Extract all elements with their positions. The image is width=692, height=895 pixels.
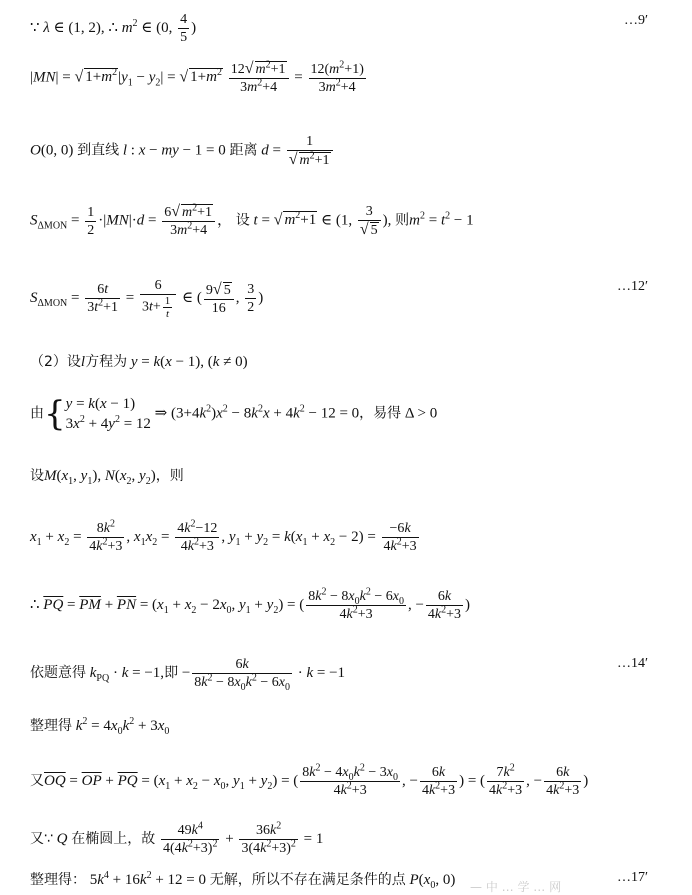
line-system: 由{ y = k(x − 1) $3x^2 + 4y^2 = 12$ ⇒ $(3+4k^2)x^2 - 8k^2x + 4k^2 - 12 = 0$，易得 Δ > 0 xyxy=(30,394,438,434)
arrange2-label: 整理得： xyxy=(30,872,86,888)
line-pq-vector: ∴ $\overline{PQ} = \overline{PM} + \overline{PN} = (x_1 + x_2 - 2x_0$, $y_1 + y_2$) = ( $\frac{8k^2 - 8x_0k^2 - 6x_0}{4k^2+3}$ , − $\frac{6k}{4k^2+3}$ ) xyxy=(30,586,471,622)
part2-label: （2）设 xyxy=(30,354,81,370)
ie-label: 即 xyxy=(164,664,179,681)
line-part2: （2）设l方程为 y = k(x − 1), (k ≠ 0) xyxy=(30,354,248,370)
from-label: 由 xyxy=(30,405,44,422)
line-vieta: $x_1 + x_2$ = $\frac{8k^2}{4k^2+3}$ , $x_1x_2$ = $\frac{4k^2-12}{4k^2+3}$ , $y_1 + y_2 = k(x_1 + x_2 - 2)$ = $\frac{-6k}{4k^2+3}$ xyxy=(30,518,417,554)
then-label: ，则 xyxy=(155,468,184,484)
no-solution-label: 无解，所以不存在满足条件的点 xyxy=(209,872,406,888)
arrange-label: 整理得 xyxy=(30,718,72,734)
line-set-mn: 设$M(x_1$, $y_1$), $N(x_2$, $y_2$)，则 xyxy=(30,468,184,487)
line-area-t: $S_{\Delta MON}$ = $\frac{6t}{3t^2+1}$ = 6 3t+ $\frac{1}{t}$ ∈ ( $\frac{9√ 5}{16}$ , $\frac{3}{2}$ ) xyxy=(30,278,264,320)
line-slope-condition: 依题意得 $k_{PQ} \cdot k = -1$,即 − $\frac{6k}{8k^2 - 8x_0k^2 - 6x_0}$ · k = −1 xyxy=(30,657,346,693)
step-score-9: …9′ xyxy=(623,13,648,28)
set-t-label: 设 xyxy=(235,212,250,229)
line-conclusion: 整理得： $5k^4 + 16k^2 + 12 = 0$ 无解，所以不存在满足条件的点 $P(x_0$, 0) xyxy=(30,870,456,891)
line-distance: O(0, 0) 到直线 l : x − my − 1 = 0 距离 d = $\frac{1}{√ m^2+1}$ xyxy=(30,133,335,169)
dist-word: 距离 xyxy=(229,142,258,159)
set-mn-label: 设 xyxy=(30,468,44,484)
then-m-label: 则 xyxy=(395,212,410,229)
line-area-mon: $S_{\Delta MON}$ = $\frac{1}{2}$ ·|MN|·d = $\frac{6√ m^2+1}{3m^2+4}$ ， 设 t = √ $m^2+1$ ∈ (1, $\frac{3}{√ 5}$ ), 则$m^2 = t^2 - 1$ xyxy=(30,202,474,238)
part2-eq-label: 方程为 xyxy=(85,354,128,370)
step-score-14: …14′ xyxy=(616,656,648,671)
also-label: 又 xyxy=(30,772,44,789)
line-ellipse-condition: 又∵ Q 在椭圆上，故 $\frac{49k^4}{4(4k^2+3)^2}$ + $\frac{36k^2}{3(4k^2+3)^2}$ = 1 xyxy=(30,820,324,856)
easy-get-label: ，易得 xyxy=(359,405,402,422)
line-oq-vector: 又$\overline{OQ} = \overline{OP} + \overline{PQ} = (x_1 + x_2 - x_0$, $y_1 + y_2$) = ( $\frac{8k^2 - 4x_0k^2 - 3x_0}{4k^2+3}$ , − $\frac{6k}{4k^2+3}$ ) = ( $\frac{7k^2}{4k^2+3}$ , − $\frac{6k}{4k^2+3}$ ) xyxy=(30,762,589,798)
step-score-12: …12′ xyxy=(616,279,648,294)
dist-label: 到直线 xyxy=(77,142,120,159)
line-lambda-range: ∵ λ ∈ (1, 2), ∴ $m^2$ ∈ (0, $\frac{4}{5}$ ) xyxy=(30,12,197,45)
on-ellipse-label: 在椭圆上，故 xyxy=(71,830,156,847)
step-score-17: …17′ xyxy=(616,870,648,885)
by-question-label: 依题意得 xyxy=(30,664,86,681)
line-mn-length: |MN| = √ $1+m^2|y_1 - y_2|$ = √ $1+m^2$ $\frac{12√ m^2+1}{3m^2+4}$ = $\frac{12(m^2+1)}{3m^2+4}$ xyxy=(30,58,364,95)
line-arrange: 整理得 $k^2 = 4x_0k^2 + 3x_0$ xyxy=(30,716,170,737)
watermark: — 中 … 学 … 网 xyxy=(470,880,562,894)
also-because-label: 又∵ xyxy=(30,830,53,847)
